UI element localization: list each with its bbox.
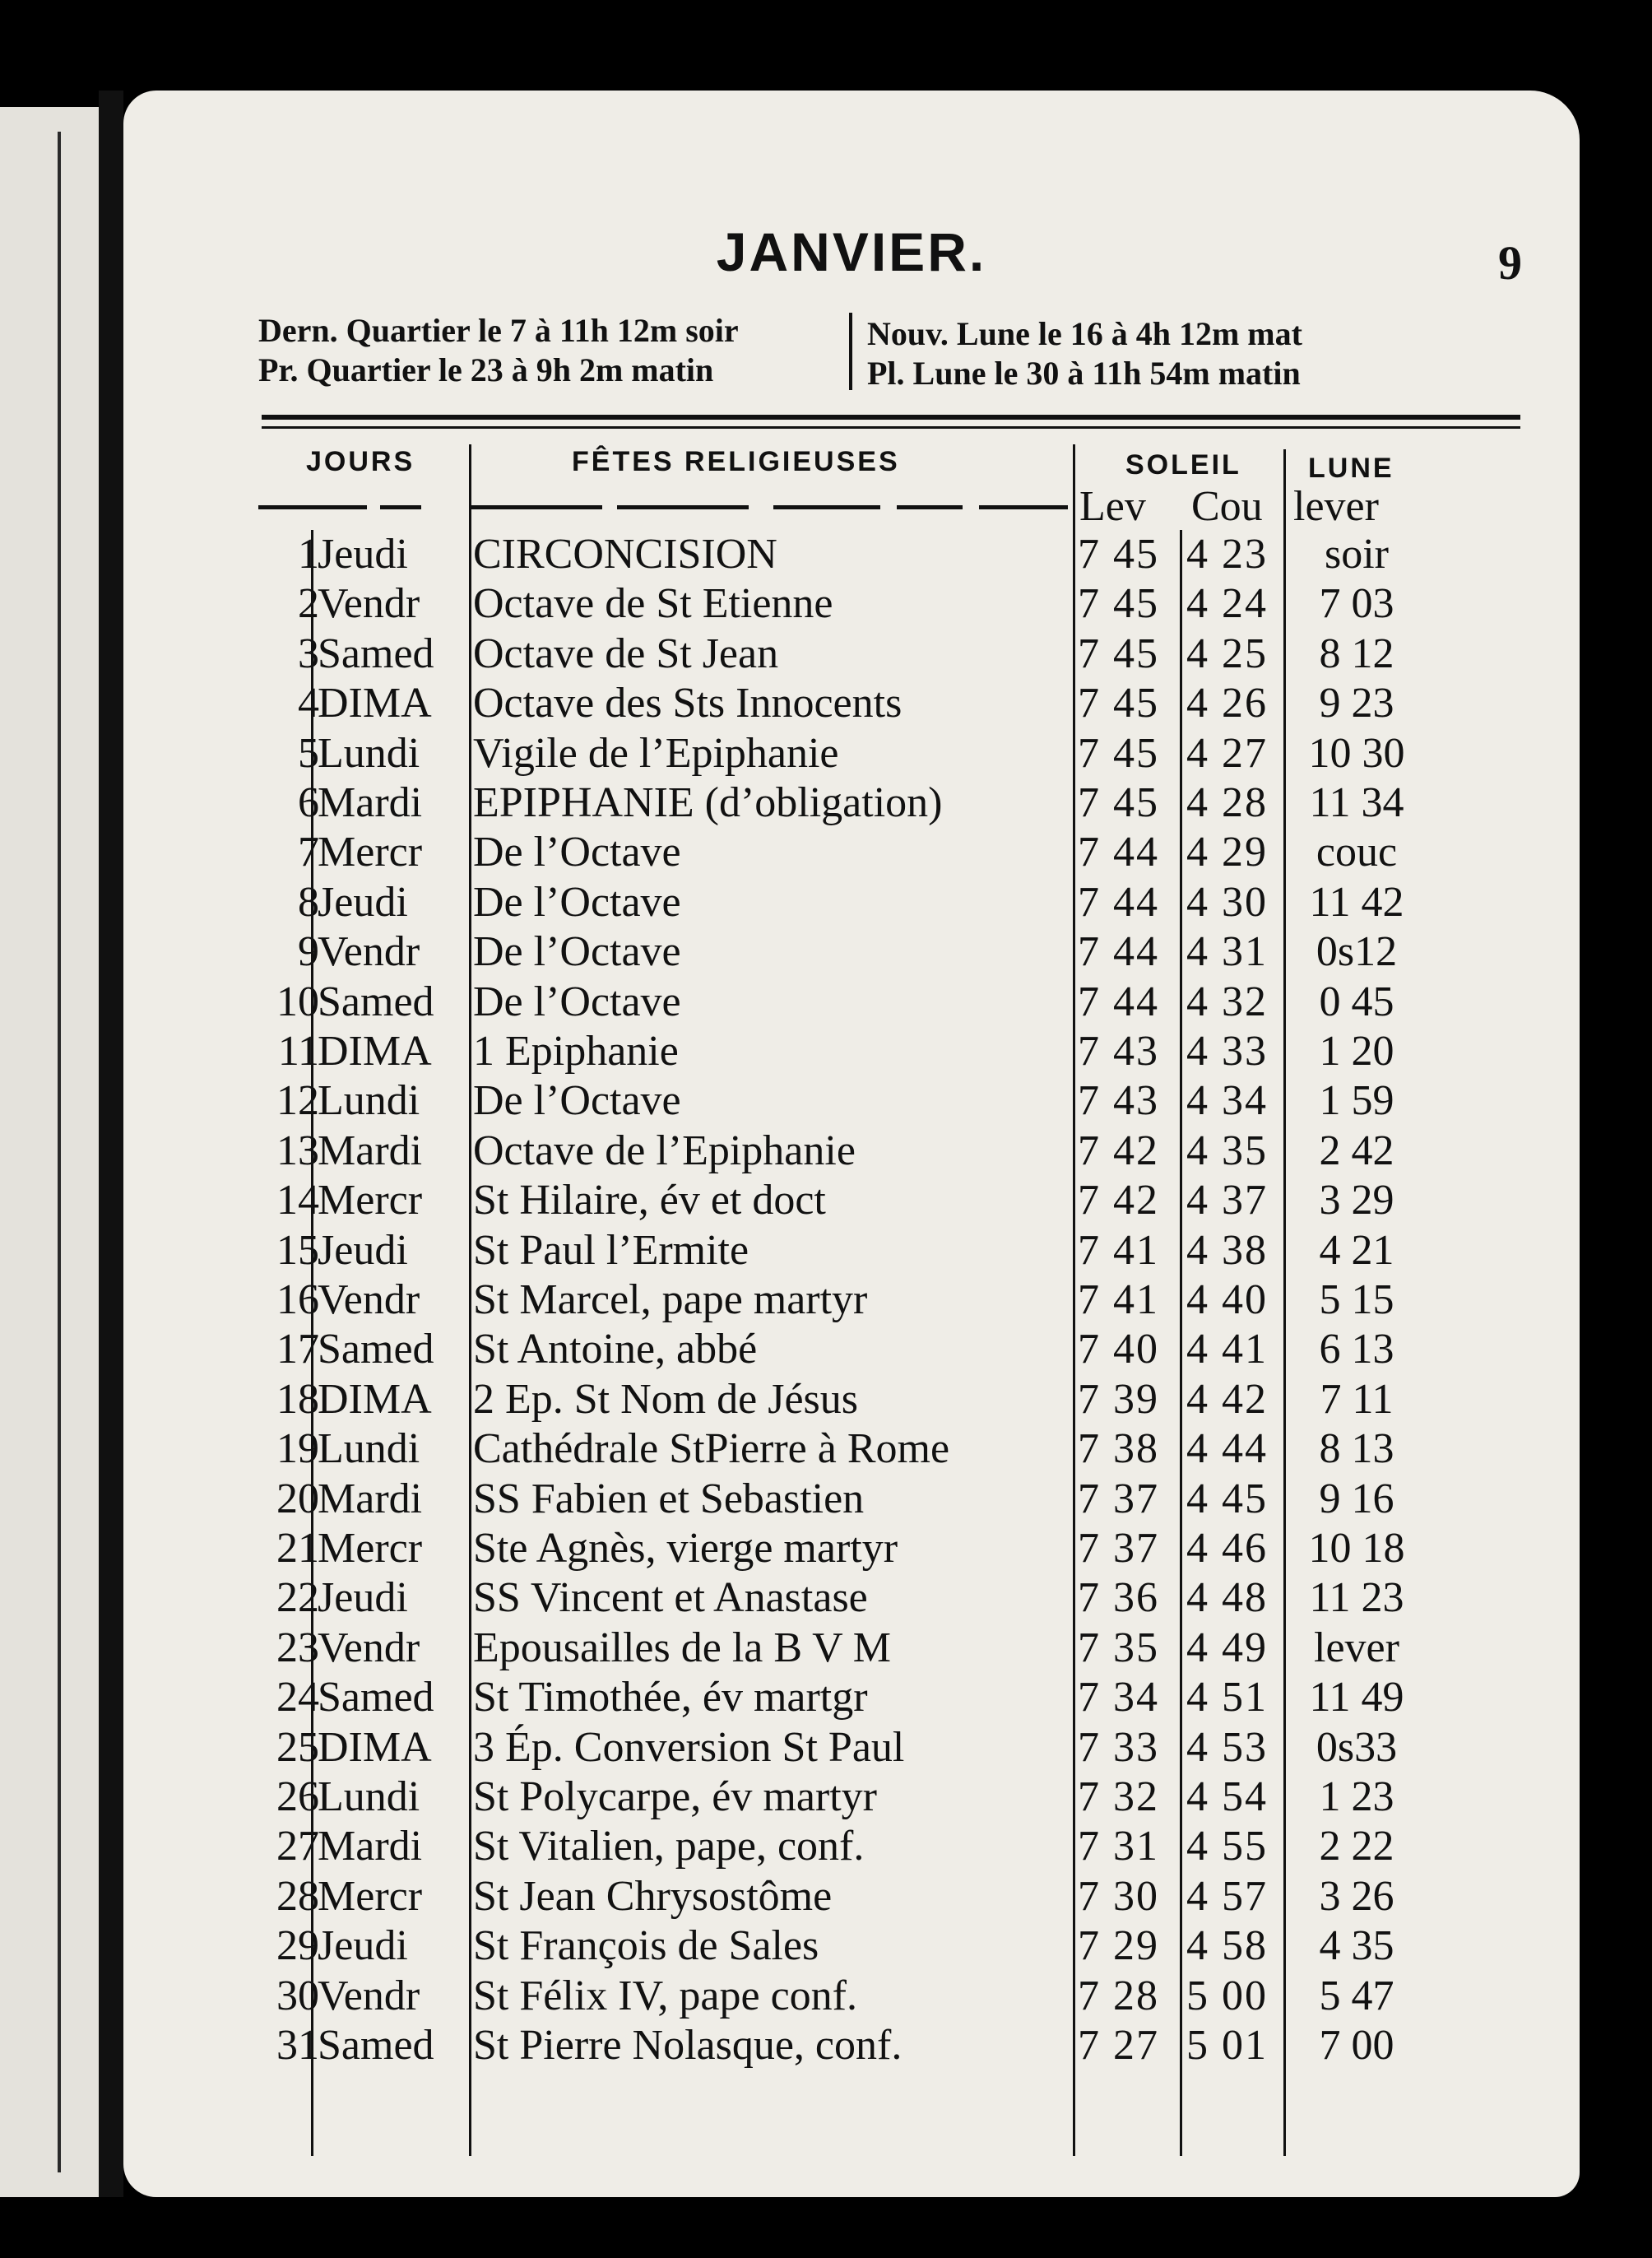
row-day-number: 20 (276, 1475, 319, 1522)
row-day-number: 18 (276, 1375, 319, 1423)
table-row (123, 1375, 1580, 1424)
table-row (123, 1275, 1580, 1325)
row-sunrise: 7 43 (1078, 1077, 1159, 1125)
row-day-number: 25 (276, 1723, 319, 1771)
row-feast: Cathédrale StPierre à Rome (473, 1425, 950, 1473)
row-day-name: Jeudi (318, 1574, 408, 1622)
row-sunrise: 7 41 (1078, 1226, 1159, 1274)
row-feast: St Jean Chrysostôme (473, 1872, 833, 1920)
table-row (123, 1325, 1580, 1374)
row-day-number: 29 (276, 1922, 319, 1970)
row-feast: St Marcel, pape martyr (473, 1276, 868, 1323)
row-feast: SS Fabien et Sebastien (473, 1475, 865, 1522)
row-moon: 11 34 (1309, 779, 1404, 826)
row-day-name: Samed (318, 1326, 434, 1373)
row-day-number: 7 (298, 829, 319, 876)
row-sunrise: 7 45 (1078, 779, 1159, 826)
phase-separator (849, 313, 852, 390)
col-subheader-lever: lever (1293, 483, 1379, 530)
header-dash (258, 505, 367, 509)
row-sunset: 4 38 (1186, 1226, 1268, 1274)
col-header-fetes: FÊTES RELIGIEUSES (572, 446, 900, 477)
row-feast: Octave de l’Epiphanie (473, 1127, 856, 1174)
row-feast: De l’Octave (473, 878, 681, 926)
row-day-number: 6 (298, 779, 319, 826)
table-row (123, 1424, 1580, 1474)
row-sunset: 4 30 (1186, 878, 1268, 926)
book-spine (99, 91, 123, 2197)
row-sunset: 4 24 (1186, 580, 1268, 628)
header-dash (380, 505, 421, 509)
table-row (123, 828, 1580, 877)
row-moon: 9 23 (1319, 680, 1394, 727)
row-moon: 11 42 (1309, 878, 1404, 926)
table-row (123, 1524, 1580, 1573)
row-sunset: 4 34 (1186, 1077, 1268, 1125)
row-day-name: DIMA (318, 1375, 432, 1423)
row-feast: CIRCONCISION (473, 531, 777, 578)
phase-last-quarter: Dern. Quartier le 7 à 11h 12m soir (258, 312, 739, 349)
row-day-name: Vendr (318, 928, 420, 976)
row-sunrise: 7 40 (1078, 1326, 1159, 1373)
row-sunrise: 7 31 (1078, 1823, 1159, 1870)
row-sunrise: 7 37 (1078, 1475, 1159, 1522)
header-dash (897, 505, 963, 509)
row-sunset: 4 53 (1186, 1723, 1268, 1771)
row-day-number: 16 (276, 1276, 319, 1323)
col-header-jours: JOURS (306, 446, 415, 477)
row-sunrise: 7 34 (1078, 1674, 1159, 1721)
row-sunrise: 7 29 (1078, 1922, 1159, 1970)
row-moon: 7 03 (1319, 580, 1394, 628)
row-moon: 9 16 (1319, 1475, 1394, 1522)
row-day-name: DIMA (318, 1723, 432, 1771)
row-day-number: 28 (276, 1872, 319, 1920)
row-moon: 2 22 (1319, 1823, 1394, 1870)
table-row (123, 2021, 1580, 2070)
row-sunrise: 7 44 (1078, 978, 1159, 1025)
row-moon: 6 13 (1319, 1326, 1394, 1373)
row-sunrise: 7 32 (1078, 1773, 1159, 1820)
col-header-soleil: SOLEIL (1125, 449, 1241, 481)
row-day-name: Samed (318, 1674, 434, 1721)
row-day-name: Mardi (318, 1823, 423, 1870)
row-moon: 8 13 (1319, 1425, 1394, 1473)
row-moon: 1 59 (1319, 1077, 1394, 1125)
table-row (123, 679, 1580, 728)
row-sunrise: 7 38 (1078, 1425, 1159, 1473)
row-feast: 3 Ép. Conversion St Paul (473, 1723, 905, 1771)
row-moon: 10 30 (1308, 729, 1405, 777)
row-sunrise: 7 43 (1078, 1028, 1159, 1075)
row-sunrise: 7 45 (1078, 531, 1159, 578)
row-day-number: 10 (276, 978, 319, 1025)
row-moon: 0s33 (1316, 1723, 1398, 1771)
row-day-name: Vendr (318, 1624, 420, 1671)
row-sunset: 5 00 (1186, 1972, 1268, 2019)
row-day-number: 19 (276, 1425, 319, 1473)
row-sunrise: 7 44 (1078, 878, 1159, 926)
col-subheader-lev: Lev (1079, 483, 1146, 530)
facing-page-edge (0, 107, 115, 2197)
row-moon: 3 29 (1319, 1177, 1394, 1224)
row-moon: 7 11 (1320, 1375, 1394, 1423)
row-sunset: 4 45 (1186, 1475, 1268, 1522)
table-row (123, 1872, 1580, 1921)
table-row (123, 1076, 1580, 1126)
row-sunset: 4 27 (1186, 729, 1268, 777)
table-row (123, 579, 1580, 629)
row-sunset: 4 49 (1186, 1624, 1268, 1671)
row-day-number: 21 (276, 1525, 319, 1572)
phase-first-quarter: Pr. Quartier le 23 à 9h 2m matin (258, 351, 714, 388)
row-feast: St Vitalien, pape, conf. (473, 1823, 865, 1870)
row-day-name: Mercr (318, 1525, 423, 1572)
table-row (123, 530, 1580, 579)
row-sunset: 4 32 (1186, 978, 1268, 1025)
row-day-number: 5 (298, 729, 319, 777)
row-day-name: Vendr (318, 580, 420, 628)
col-subheader-cou: Cou (1191, 483, 1263, 530)
row-day-number: 15 (276, 1226, 319, 1274)
row-feast: Vigile de l’Epiphanie (473, 729, 839, 777)
row-day-number: 31 (276, 2022, 319, 2069)
row-sunset: 4 42 (1186, 1375, 1268, 1423)
phase-full-moon: Pl. Lune le 30 à 11h 54m matin (867, 355, 1301, 392)
row-day-number: 9 (298, 928, 319, 976)
row-sunset: 4 25 (1186, 630, 1268, 677)
row-moon: 1 23 (1319, 1773, 1394, 1820)
row-feast: De l’Octave (473, 1077, 681, 1125)
row-sunset: 4 41 (1186, 1326, 1268, 1373)
row-sunrise: 7 37 (1078, 1525, 1159, 1572)
row-sunrise: 7 44 (1078, 928, 1159, 976)
row-feast: St Antoine, abbé (473, 1326, 758, 1373)
row-sunset: 4 23 (1186, 531, 1268, 578)
row-sunrise: 7 44 (1078, 829, 1159, 876)
row-day-name: Vendr (318, 1276, 420, 1323)
table-row (123, 1176, 1580, 1225)
row-moon: 4 21 (1319, 1226, 1394, 1274)
row-day-name: Lundi (318, 1773, 420, 1820)
row-sunset: 5 01 (1186, 2022, 1268, 2069)
row-sunset: 4 57 (1186, 1872, 1268, 1920)
row-moon: 7 00 (1319, 2022, 1394, 2069)
row-sunrise: 7 39 (1078, 1375, 1159, 1423)
table-row (123, 1127, 1580, 1176)
row-sunrise: 7 35 (1078, 1624, 1159, 1671)
row-day-name: Samed (318, 978, 434, 1025)
row-day-name: Lundi (318, 1425, 420, 1473)
row-day-number: 12 (276, 1077, 319, 1125)
table-row (123, 1972, 1580, 2021)
row-sunset: 4 58 (1186, 1922, 1268, 1970)
row-sunrise: 7 30 (1078, 1872, 1159, 1920)
table-row (123, 1573, 1580, 1623)
row-day-name: Lundi (318, 729, 420, 777)
row-feast: 1 Epiphanie (473, 1028, 679, 1075)
row-feast: Octave de St Etienne (473, 580, 833, 628)
row-feast: St Hilaire, év et doct (473, 1177, 826, 1224)
row-sunrise: 7 41 (1078, 1276, 1159, 1323)
row-day-name: DIMA (318, 1028, 432, 1075)
row-feast: Octave des Sts Innocents (473, 680, 903, 727)
page-number: 9 (1498, 236, 1522, 290)
row-day-name: Samed (318, 630, 434, 677)
row-moon: 0 45 (1319, 978, 1394, 1025)
row-feast: Epousailles de la B V M (473, 1624, 891, 1671)
table-row (123, 1822, 1580, 1871)
row-feast: EPIPHANIE (d’obligation) (473, 779, 943, 826)
table-row (123, 729, 1580, 778)
row-sunset: 4 33 (1186, 1028, 1268, 1075)
row-sunset: 4 55 (1186, 1823, 1268, 1870)
row-sunrise: 7 45 (1078, 630, 1159, 677)
row-day-name: Jeudi (318, 1226, 408, 1274)
header-dash (773, 505, 880, 509)
row-moon: 10 18 (1308, 1525, 1405, 1572)
row-moon: 2 42 (1319, 1127, 1394, 1174)
table-row (123, 1673, 1580, 1722)
header-dash (979, 505, 1068, 509)
row-sunrise: 7 45 (1078, 680, 1159, 727)
row-feast: De l’Octave (473, 978, 681, 1025)
row-feast: 2 Ep. St Nom de Jésus (473, 1375, 858, 1423)
row-day-name: Mardi (318, 1127, 423, 1174)
row-day-number: 3 (298, 630, 319, 677)
row-moon: 11 23 (1309, 1574, 1404, 1622)
row-sunrise: 7 33 (1078, 1723, 1159, 1771)
row-day-name: Mardi (318, 1475, 423, 1522)
row-feast: St Pierre Nolasque, conf. (473, 2022, 903, 2069)
table-row (123, 1624, 1580, 1673)
row-day-name: Jeudi (318, 531, 408, 578)
table-row (123, 1723, 1580, 1772)
row-sunset: 4 54 (1186, 1773, 1268, 1820)
row-sunset: 4 28 (1186, 779, 1268, 826)
page-title: JANVIER. (716, 221, 987, 282)
row-sunrise: 7 27 (1078, 2022, 1159, 2069)
row-day-number: 23 (276, 1624, 319, 1671)
row-day-name: DIMA (318, 680, 432, 727)
row-day-number: 24 (276, 1674, 319, 1721)
row-day-number: 17 (276, 1326, 319, 1373)
table-row (123, 1921, 1580, 1971)
row-sunset: 4 31 (1186, 928, 1268, 976)
table-row (123, 927, 1580, 977)
row-day-name: Lundi (318, 1077, 420, 1125)
table-row (123, 630, 1580, 679)
row-day-number: 8 (298, 878, 319, 926)
row-day-number: 1 (298, 531, 319, 578)
row-sunset: 4 44 (1186, 1425, 1268, 1473)
facing-page-fold (58, 132, 61, 2172)
row-moon: soir (1325, 531, 1389, 578)
row-day-name: Mercr (318, 1177, 423, 1224)
row-sunset: 4 48 (1186, 1574, 1268, 1622)
row-sunset: 4 37 (1186, 1177, 1268, 1224)
table-row (123, 1475, 1580, 1524)
row-day-number: 26 (276, 1773, 319, 1820)
row-feast: De l’Octave (473, 829, 681, 876)
col-header-lune: LUNE (1308, 453, 1394, 484)
row-feast: De l’Octave (473, 928, 681, 976)
row-sunrise: 7 36 (1078, 1574, 1159, 1622)
row-day-number: 30 (276, 1972, 319, 2019)
row-sunrise: 7 42 (1078, 1177, 1159, 1224)
header-dash (471, 505, 602, 509)
row-day-number: 13 (276, 1127, 319, 1174)
row-feast: Ste Agnès, vierge martyr (473, 1525, 898, 1572)
row-feast: St Paul l’Ermite (473, 1226, 749, 1274)
table-row (123, 778, 1580, 828)
table-row (123, 978, 1580, 1027)
row-feast: SS Vincent et Anastase (473, 1574, 868, 1622)
table-row (123, 1772, 1580, 1822)
row-sunset: 4 29 (1186, 829, 1268, 876)
row-day-number: 2 (298, 580, 319, 628)
almanac-page (123, 91, 1580, 2197)
row-sunset: 4 35 (1186, 1127, 1268, 1174)
row-feast: Octave de St Jean (473, 630, 779, 677)
row-sunset: 4 46 (1186, 1525, 1268, 1572)
row-moon: 1 20 (1319, 1028, 1394, 1075)
row-moon: 5 15 (1319, 1276, 1394, 1323)
table-row (123, 878, 1580, 927)
row-moon: couc (1316, 829, 1398, 876)
row-day-number: 14 (276, 1177, 319, 1224)
row-sunset: 4 51 (1186, 1674, 1268, 1721)
table-row (123, 1027, 1580, 1076)
row-day-name: Jeudi (318, 1922, 408, 1970)
row-day-name: Mercr (318, 829, 423, 876)
row-feast: St Félix IV, pape conf. (473, 1972, 857, 2019)
row-sunrise: 7 45 (1078, 580, 1159, 628)
header-rule-bottom (262, 426, 1520, 429)
row-day-name: Vendr (318, 1972, 420, 2019)
row-day-name: Mardi (318, 779, 423, 826)
row-moon: 8 12 (1319, 630, 1394, 677)
row-day-name: Mercr (318, 1872, 423, 1920)
row-moon: 3 26 (1319, 1872, 1394, 1920)
row-day-number: 27 (276, 1823, 319, 1870)
row-moon: 4 35 (1319, 1922, 1394, 1970)
row-moon: lever (1314, 1624, 1399, 1671)
row-moon: 11 49 (1309, 1674, 1404, 1721)
row-day-name: Samed (318, 2022, 434, 2069)
row-sunrise: 7 42 (1078, 1127, 1159, 1174)
row-day-number: 4 (298, 680, 319, 727)
row-moon: 0s12 (1316, 928, 1398, 976)
header-rule-top (262, 415, 1520, 420)
header-dash (617, 505, 749, 509)
row-feast: St Timothée, év martgr (473, 1674, 868, 1721)
row-feast: St François de Sales (473, 1922, 819, 1970)
table-row (123, 1226, 1580, 1275)
row-day-name: Jeudi (318, 878, 408, 926)
row-day-number: 22 (276, 1574, 319, 1622)
phase-new-moon: Nouv. Lune le 16 à 4h 12m mat (867, 315, 1302, 352)
row-moon: 5 47 (1319, 1972, 1394, 2019)
row-sunrise: 7 45 (1078, 729, 1159, 777)
row-sunset: 4 40 (1186, 1276, 1268, 1323)
row-sunrise: 7 28 (1078, 1972, 1159, 2019)
row-feast: St Polycarpe, év martyr (473, 1773, 877, 1820)
row-day-number: 11 (277, 1028, 319, 1075)
row-sunset: 4 26 (1186, 680, 1268, 727)
